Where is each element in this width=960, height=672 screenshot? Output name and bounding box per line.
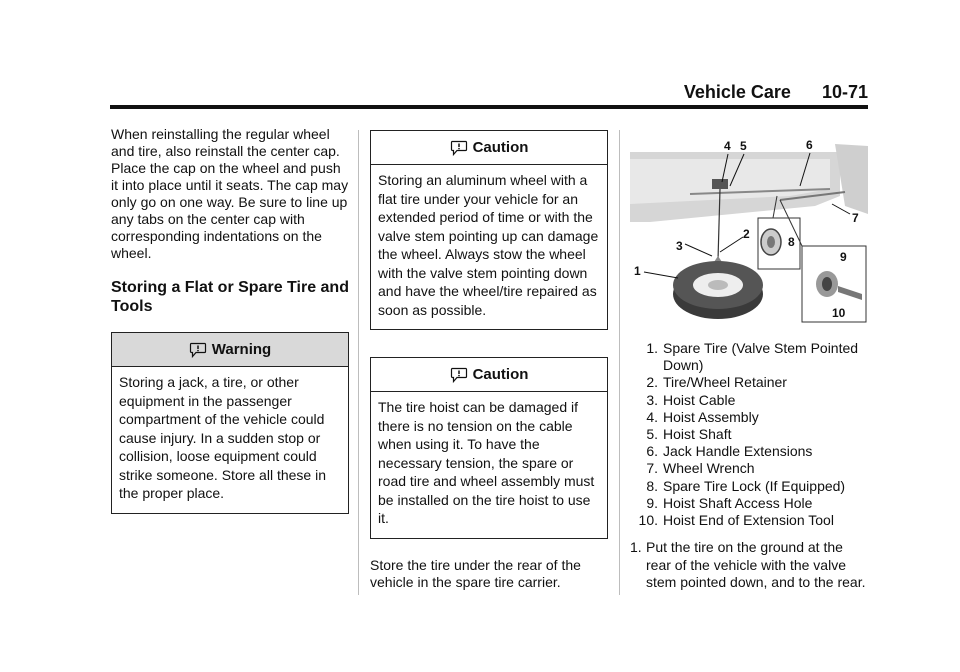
- callout-4: 4: [724, 139, 731, 153]
- figure-legend: [630, 340, 870, 529]
- callout-5: 5: [740, 139, 747, 153]
- intro-paragraph: When reinstalling the regular wheel and tire, also reinstall the center cap. Place the cap on the wheel and push it into place until it seats. The cap may only go on one way. Be sure to line up any tabs on the center cap with corresponding indentations on the wheel.: [111, 126, 349, 261]
- callout-10: 10: [832, 306, 846, 320]
- callout-6: 6: [806, 138, 813, 152]
- page-header: [684, 82, 868, 103]
- caution-header: [371, 358, 607, 392]
- caution-box-tire-hoist: [370, 357, 608, 539]
- callout-2: 2: [743, 227, 750, 241]
- step-item: 1. Put the tire on the ground at the rear of the vehicle with the valve stem pointed down, and to the rear.: [630, 539, 866, 591]
- legend-item: 7. Wheel Wrench: [646, 460, 755, 477]
- legend-item: 6. Jack Handle Extensions: [646, 443, 813, 460]
- callout-7: 7: [852, 211, 859, 225]
- column-divider-2: [619, 130, 620, 595]
- caution-icon: [450, 139, 468, 157]
- column-divider-1: [358, 130, 359, 595]
- warning-header: [112, 333, 348, 367]
- caution-box-aluminum-wheel: [370, 130, 608, 330]
- column-3: [630, 130, 870, 592]
- callout-9: 9: [840, 250, 847, 264]
- caution-text: Storing an aluminum wheel with a flat tire under your vehicle for an extended period of time or with the valve stem pointing up can damage the wheel. Always stow the wheel with the valve stem pointing down and have the wheel/tire repaired as soon as possible.: [378, 172, 599, 318]
- caution-icon: [450, 366, 468, 384]
- warning-text: Storing a jack, a tire, or other equipment in the passenger compartment of the vehicle could cause injury. In a sudden stop or collision, loose equipment could strike someone. Store all these in the proper place.: [119, 374, 326, 501]
- header-rule: [110, 105, 868, 109]
- caution-text: The tire hoist can be damaged if there is no tension on the cable when using it. To have the necessary tension, the spare or road tire and wheel assembly must be installed on the tire hoist to use it.: [378, 399, 595, 526]
- legend-item: 3. Hoist Cable: [646, 391, 736, 408]
- caution-title: Caution: [472, 139, 529, 156]
- callout-3: 3: [676, 239, 683, 253]
- section-title: Vehicle Care: [683, 82, 791, 102]
- caution-header: [371, 131, 607, 165]
- legend-item: 5. Hoist Shaft: [646, 426, 732, 443]
- legend-item: 1. Spare Tire (Valve Stem Pointed Down): [646, 340, 859, 374]
- column-1: [111, 126, 349, 514]
- caution-title: Caution: [472, 366, 529, 383]
- legend-item: 10. Hoist End of Extension Tool: [638, 512, 834, 529]
- warning-box: [111, 332, 349, 514]
- warning-icon: [189, 341, 207, 359]
- spare-tire-illustration: [630, 134, 868, 324]
- column-2: [370, 130, 608, 591]
- legend-item: 9. Hoist Shaft Access Hole: [646, 494, 813, 511]
- callout-8: 8: [788, 235, 795, 249]
- warning-title: Warning: [211, 341, 272, 358]
- legend-item: 8. Spare Tire Lock (If Equipped): [646, 477, 846, 494]
- procedure-steps: [630, 539, 870, 592]
- callout-1: 1: [634, 264, 641, 278]
- page-number: 10-71: [821, 82, 868, 102]
- legend-item: 2. Tire/Wheel Retainer: [646, 374, 787, 391]
- section-subheading: Storing a Flat or Spare Tire and Tools: [111, 279, 349, 315]
- legend-item: 4. Hoist Assembly: [646, 408, 759, 425]
- storage-paragraph: Store the tire under the rear of the vehicle in the spare tire carrier.: [370, 556, 581, 590]
